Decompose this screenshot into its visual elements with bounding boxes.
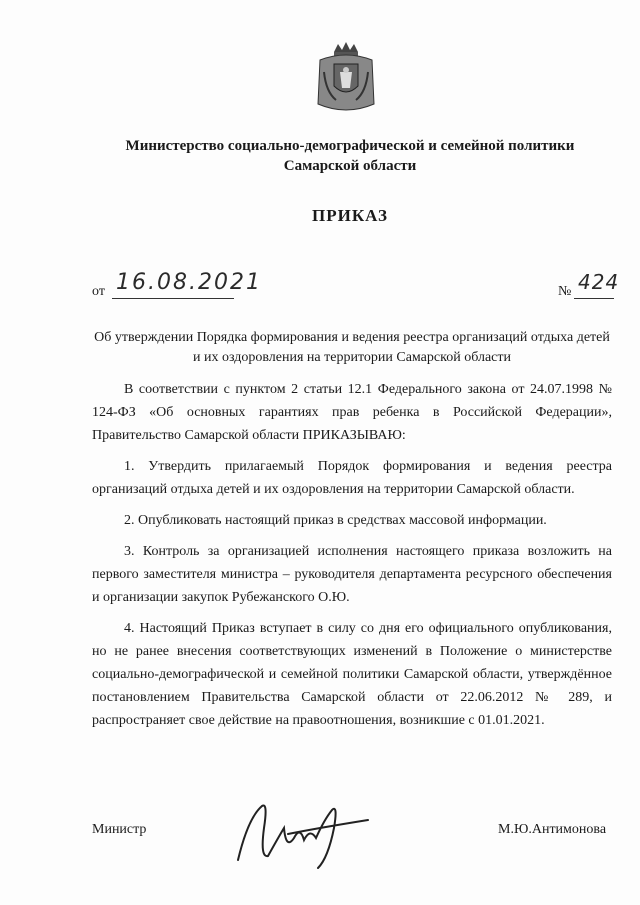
order-item-3: 3. Контроль за организацией исполнения настоящего приказа возложить на первого заместителя министра – руководителя департамента ресурсного обеспечения и организации закупок Рубежанского О.Ю. [92, 544, 612, 605]
minister-name: М.Ю.Антимонова [498, 822, 607, 837]
order-body [92, 378, 612, 740]
ministry-name-line2: Самарской области [283, 158, 417, 174]
order-date: 16.08.2021 [116, 270, 262, 295]
order-number: 424 [578, 270, 620, 294]
number-underline [574, 298, 614, 299]
preamble-paragraph: В соответствии с пунктом 2 статьи 12.1 Федерального закона от 24.07.1998 № 124-ФЗ «Об основных гарантиях прав ребенка в Российской Федерации», Правительство Самарской области ПРИКАЗЫВАЮ: [92, 382, 612, 443]
order-item-1: 1. Утвердить прилагаемый Порядок формирования и ведения реестра организаций отдыха детей и их оздоровления на территории Самарской области. [92, 459, 612, 497]
minister-title: Министр [92, 822, 147, 837]
date-underline [112, 298, 234, 299]
number-prefix: № [558, 284, 572, 299]
handwritten-signature-icon [228, 798, 378, 878]
ministry-name-line1: Министерство социально-демографической и семейной политики [125, 138, 575, 154]
coat-of-arms-icon [314, 42, 378, 114]
order-subject: Об утверждении Порядка формирования и ведения реестра организаций отдыха детей и их оздоровления на территории Самарской области [94, 330, 610, 365]
date-prefix: от [92, 284, 105, 299]
document-title: ПРИКАЗ [312, 206, 388, 225]
order-item-4: 4. Настоящий Приказ вступает в силу со дня его официального опубликования, но не ранее внесения соответствующих изменений в Положение о министерстве социально-демографической и семейной политики Самарской области, утверждённое постановлением Правительства Самарской области от 22.06.2012 № 289, и распространяет свое действие на правоотношения, возникшие с 01.01.2021. [92, 621, 612, 728]
order-item-2: 2. Опубликовать настоящий приказ в средствах массовой информации. [124, 513, 547, 528]
